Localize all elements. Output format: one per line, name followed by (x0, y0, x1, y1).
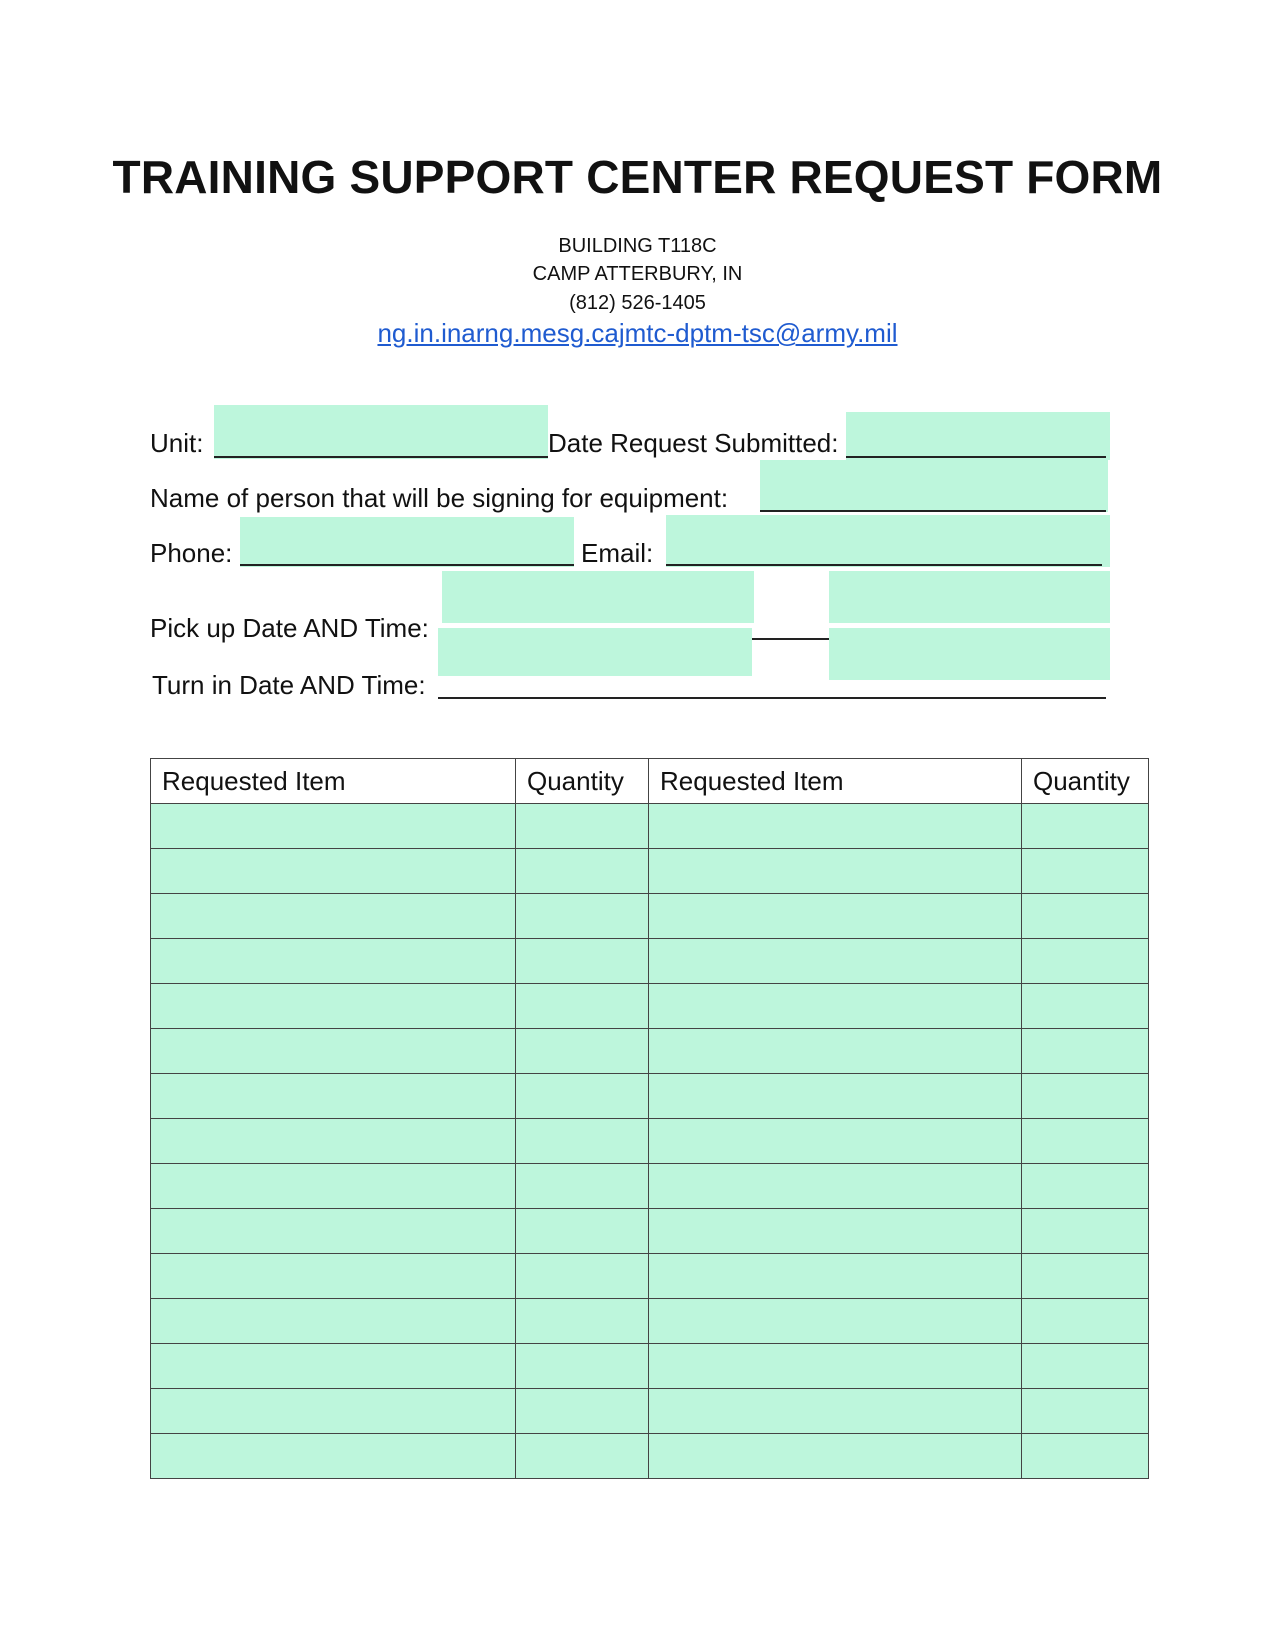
item-cell-1[interactable] (151, 1164, 516, 1209)
quantity-cell-1[interactable] (516, 1434, 649, 1479)
item-cell-2[interactable] (649, 984, 1022, 1029)
turnin-label: Turn in Date AND Time: (152, 670, 426, 700)
date-submitted-field[interactable] (846, 412, 1110, 460)
quantity-cell-1[interactable] (516, 894, 649, 939)
item-cell-2[interactable] (649, 1164, 1022, 1209)
quantity-cell-1[interactable] (516, 939, 649, 984)
quantity-cell-1[interactable] (516, 1119, 649, 1164)
item-cell-1[interactable] (151, 1119, 516, 1164)
quantity-cell-2[interactable] (1022, 1029, 1149, 1074)
email-underline (666, 564, 1102, 566)
item-cell-2[interactable] (649, 849, 1022, 894)
item-cell-2[interactable] (649, 1209, 1022, 1254)
building-text: BUILDING T118C (558, 235, 717, 257)
item-cell-1[interactable] (151, 1299, 516, 1344)
table-row (151, 939, 1149, 984)
item-cell-1[interactable] (151, 1209, 516, 1254)
quantity-cell-2[interactable] (1022, 1209, 1149, 1254)
email-field[interactable] (666, 515, 1110, 567)
item-cell-2[interactable] (649, 1344, 1022, 1389)
table-row (151, 1434, 1149, 1479)
item-cell-2[interactable] (649, 1299, 1022, 1344)
turnin-time-field[interactable] (829, 628, 1110, 680)
item-cell-1[interactable] (151, 1389, 516, 1434)
item-cell-1[interactable] (151, 849, 516, 894)
pickup-date-field[interactable] (442, 571, 754, 623)
quantity-cell-2[interactable] (1022, 849, 1149, 894)
quantity-cell-1[interactable] (516, 1254, 649, 1299)
unit-field[interactable] (214, 405, 548, 459)
quantity-cell-1[interactable] (516, 1164, 649, 1209)
phone-field[interactable] (240, 517, 574, 567)
item-cell-2[interactable] (649, 1434, 1022, 1479)
phone-underline (240, 564, 574, 566)
item-cell-1[interactable] (151, 984, 516, 1029)
quantity-cell-1[interactable] (516, 849, 649, 894)
unit-underline (214, 456, 548, 458)
quantity-cell-2[interactable] (1022, 1254, 1149, 1299)
phone-text: (812) 526-1405 (569, 292, 706, 314)
table-row (151, 1344, 1149, 1389)
quantity-cell-1[interactable] (516, 1029, 649, 1074)
location-text: CAMP ATTERBURY, IN (532, 263, 743, 285)
item-cell-1[interactable] (151, 939, 516, 984)
table-row (151, 1074, 1149, 1119)
requested-items-table (150, 758, 1149, 1479)
quantity-cell-2[interactable] (1022, 1119, 1149, 1164)
quantity-cell-2[interactable] (1022, 1074, 1149, 1119)
quantity-cell-2[interactable] (1022, 1299, 1149, 1344)
quantity-cell-2[interactable] (1022, 894, 1149, 939)
header-quantity-1: Quantity (516, 759, 649, 804)
quantity-cell-1[interactable] (516, 804, 649, 849)
email-link-wrapper (0, 318, 1275, 349)
unit-label: Unit: (150, 428, 204, 458)
header-requested-item-1: Requested Item (151, 759, 516, 804)
table-row (151, 1119, 1149, 1164)
quantity-cell-1[interactable] (516, 1389, 649, 1434)
quantity-cell-1[interactable] (516, 984, 649, 1029)
item-cell-2[interactable] (649, 939, 1022, 984)
table-row (151, 804, 1149, 849)
turnin-underline (438, 697, 1106, 699)
quantity-cell-1[interactable] (516, 1299, 649, 1344)
item-cell-2[interactable] (649, 1254, 1022, 1299)
item-cell-1[interactable] (151, 894, 516, 939)
quantity-cell-1[interactable] (516, 1209, 649, 1254)
item-cell-1[interactable] (151, 1254, 516, 1299)
header-requested-item-2: Requested Item (649, 759, 1022, 804)
form-title: TRAINING SUPPORT CENTER REQUEST FORM (112, 151, 1163, 203)
turnin-date-field[interactable] (438, 628, 752, 676)
item-cell-2[interactable] (649, 1074, 1022, 1119)
item-cell-2[interactable] (649, 1029, 1022, 1074)
pickup-time-field[interactable] (829, 571, 1110, 623)
signer-field[interactable] (760, 460, 1108, 512)
signer-underline (760, 510, 1106, 512)
table-row (151, 1029, 1149, 1074)
quantity-cell-2[interactable] (1022, 1434, 1149, 1479)
email-label: Email: (581, 538, 654, 568)
pickup-label: Pick up Date AND Time: (150, 613, 429, 643)
date-submitted-underline (846, 456, 1106, 458)
quantity-cell-2[interactable] (1022, 984, 1149, 1029)
quantity-cell-2[interactable] (1022, 804, 1149, 849)
item-cell-2[interactable] (649, 1389, 1022, 1434)
table-row (151, 1164, 1149, 1209)
quantity-cell-1[interactable] (516, 1074, 649, 1119)
quantity-cell-2[interactable] (1022, 1389, 1149, 1434)
item-cell-2[interactable] (649, 1119, 1022, 1164)
quantity-cell-2[interactable] (1022, 939, 1149, 984)
signer-label: Name of person that will be signing for equipment: (150, 483, 729, 513)
table-row (151, 894, 1149, 939)
quantity-cell-2[interactable] (1022, 1164, 1149, 1209)
table-row (151, 984, 1149, 1029)
item-cell-1[interactable] (151, 1344, 516, 1389)
table-row (151, 1209, 1149, 1254)
quantity-cell-2[interactable] (1022, 1344, 1149, 1389)
item-cell-1[interactable] (151, 1029, 516, 1074)
date-submitted-label: Date Request Submitted: (548, 428, 839, 458)
table-row (151, 1389, 1149, 1434)
email-link[interactable]: ng.in.inarng.mesg.cajmtc-dptm-tsc@army.mil (377, 318, 898, 348)
phone-label: Phone: (150, 538, 233, 568)
item-cell-1[interactable] (151, 1434, 516, 1479)
table-row (151, 849, 1149, 894)
table-row (151, 1299, 1149, 1344)
item-cell-2[interactable] (649, 894, 1022, 939)
table-row (151, 1254, 1149, 1299)
table-body (151, 804, 1149, 1479)
item-cell-1[interactable] (151, 1074, 516, 1119)
item-cell-2[interactable] (649, 804, 1022, 849)
header-quantity-2: Quantity (1022, 759, 1149, 804)
quantity-cell-1[interactable] (516, 1344, 649, 1389)
item-cell-1[interactable] (151, 804, 516, 849)
table-header-row (151, 759, 1149, 804)
